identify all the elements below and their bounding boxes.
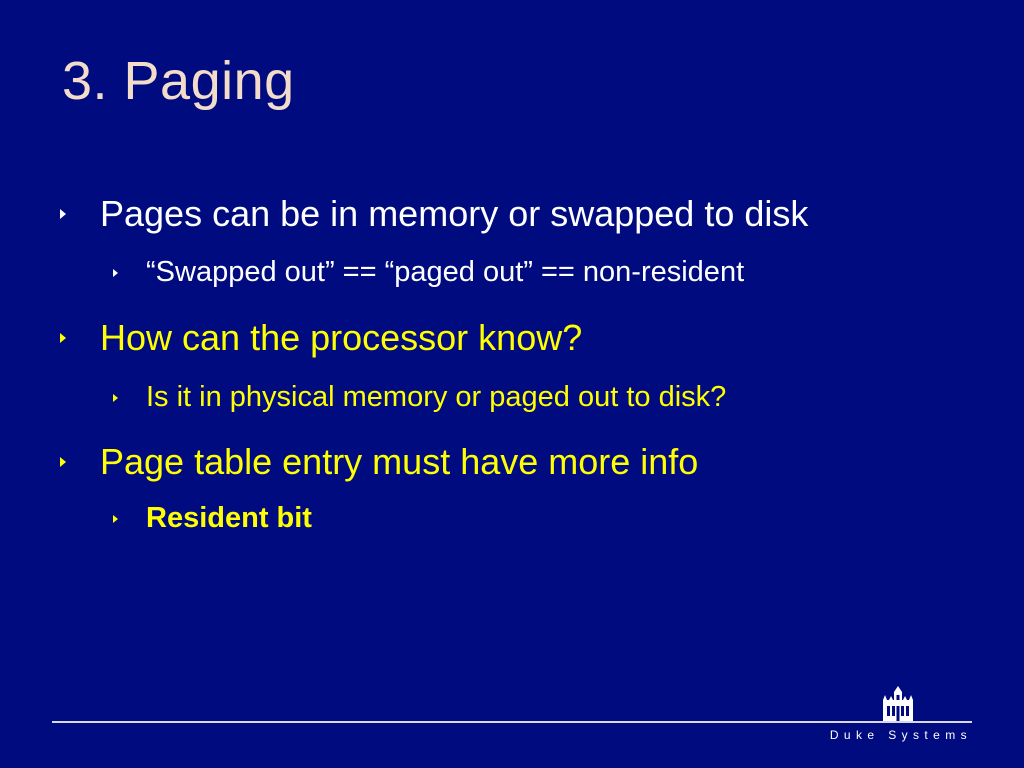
bullet-arrow-icon: [113, 515, 118, 523]
bullet-item: [58, 317, 582, 359]
chapel-icon: [880, 686, 916, 722]
bullet-item: [58, 193, 808, 235]
slide-title: 3. Paging: [62, 51, 295, 111]
bullet-text: Resident bit: [146, 502, 312, 534]
bullet-arrow-icon: [60, 457, 66, 467]
bullet-item: [58, 441, 698, 483]
bullet-text: Page table entry must have more info: [100, 441, 699, 482]
sub-bullet-item: [110, 381, 726, 414]
bullet-arrow-icon: [60, 333, 66, 343]
bullet-text: Is it in physical memory or paged out to disk?: [146, 381, 727, 413]
footer-label: Duke Systems: [829, 728, 972, 742]
bullet-arrow-icon: [113, 394, 118, 402]
bullet-text: Pages can be in memory or swapped to disk: [100, 193, 809, 234]
bullet-text: “Swapped out” == “paged out” == non-resident: [146, 256, 745, 288]
sub-bullet-item: [110, 256, 744, 289]
sub-bullet-item: [110, 502, 312, 535]
bullet-text: How can the processor know?: [100, 317, 583, 358]
bullet-arrow-icon: [113, 269, 118, 277]
bullet-arrow-icon: [60, 209, 66, 219]
footer-divider: [52, 721, 972, 723]
